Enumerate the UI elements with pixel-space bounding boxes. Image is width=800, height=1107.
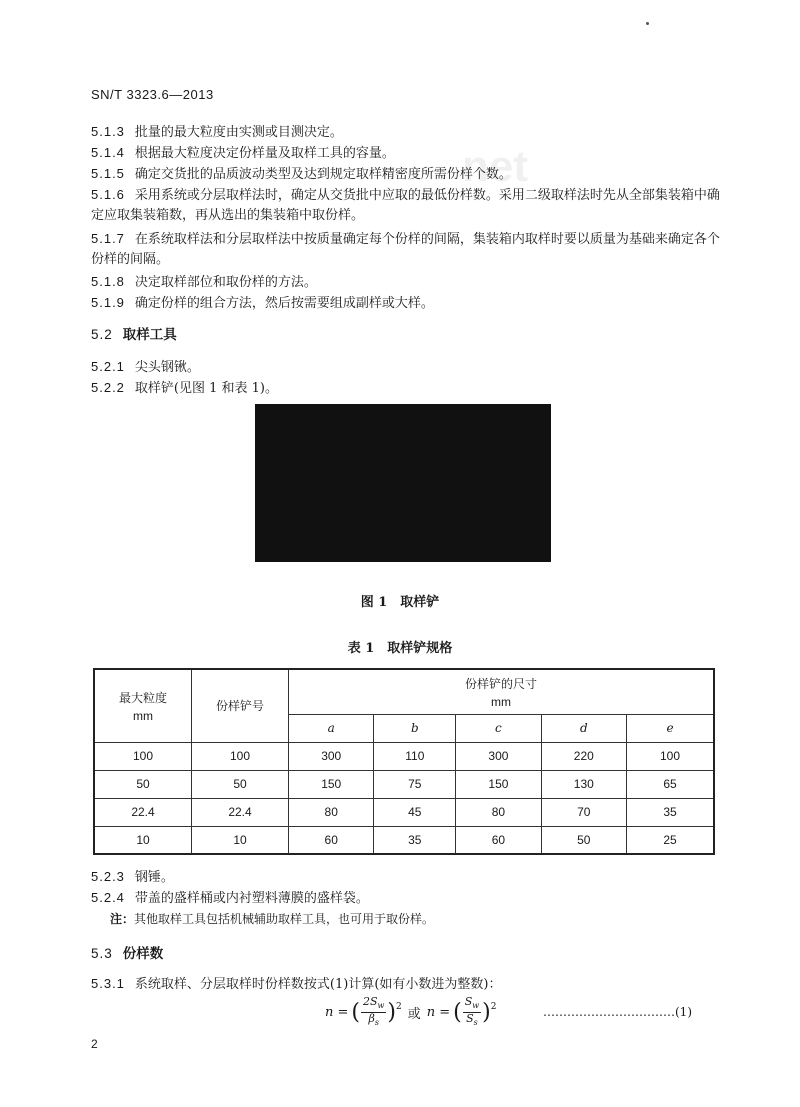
table-1-caption: 表 1 取样铲规格 [347,641,453,656]
cell: 150 [289,770,374,798]
cell: 220 [541,742,626,770]
col-e: e [627,714,714,742]
cell: 80 [456,798,541,826]
para-5-1-9: 5.1.9 确定份样的组合方法，然后按需要组成副样或大样。 [91,295,434,311]
table-row [94,798,714,826]
cell: 100 [627,742,714,770]
para-5-2-3: 5.2.3 钢锤。 [91,869,174,885]
cell: 10 [94,826,192,854]
note: 注：其他取样工具包括机械辅助取样工具，也可用于取份样。 [110,912,435,926]
equation-number: ……………………………(1) [543,1005,692,1019]
cell: 35 [627,798,714,826]
page-number: 2 [91,1037,98,1051]
para-5-2-4: 5.2.4 带盖的盛样桶或内衬塑料薄膜的盛样袋。 [91,890,369,906]
formula-1: n = ( $\frac{2S_w}{\beta_s}$ ) 2 或 n = ( $\frac{S_w}{S_s}$ ) 2 [325,995,497,1028]
cell: 80 [289,798,374,826]
para-5-1-8: 5.1.8 决定取样部位和取份样的方法。 [91,274,317,290]
cell: 22.4 [192,798,289,826]
cell: 60 [289,826,374,854]
figure-1-image [255,404,551,562]
para-5-1-3: 5.1.3 批量的最大粒度由实测或目测决定。 [91,124,343,140]
col-d: d [541,714,626,742]
para-5-1-6: 5.1.6 采用系统或分层取样法时，确定从交货批中应取的最低份样数。采用二级取样法时先从全部集装箱中确定应取集装箱数，再从选出的集装箱中取份样。 [91,187,720,223]
spec-table [93,668,715,855]
cell: 70 [541,798,626,826]
cell: 60 [456,826,541,854]
para-5-1-5: 5.1.5 确定交货批的品质波动类型及达到规定取样精密度所需份样个数。 [91,166,512,182]
header-max-size: 最大粒度 mm [94,669,192,742]
cell: 65 [627,770,714,798]
cell: 75 [374,770,456,798]
header-shovel-no: 份样铲号 [192,669,289,742]
watermark: net [462,142,528,191]
table-row [94,826,714,854]
cell: 110 [374,742,456,770]
table-row [94,742,714,770]
doc-code-header: SN/T 3323.6—2013 [91,87,214,102]
cell: 300 [289,742,374,770]
cell: 35 [374,826,456,854]
para-5-2-2: 5.2.2 取样铲(见图 1 和表 1)。 [91,380,279,396]
cell: 50 [94,770,192,798]
section-5-2-heading: 5.2 取样工具 [91,327,177,343]
cell: 300 [456,742,541,770]
cell: 130 [541,770,626,798]
col-a: a [289,714,374,742]
cell: 100 [94,742,192,770]
para-5-2-1: 5.2.1 尖头钢锹。 [91,359,200,375]
para-5-1-7: 5.1.7 在系统取样法和分层取样法中按质量确定每个份样的间隔，集装箱内取样时要以质量为基础来确定各个份样的间隔。 [91,231,720,267]
para-5-3-1: 5.3.1 系统取样、分层取样时份样数按式(1)计算(如有小数进为整数)： [91,976,502,992]
cell: 10 [192,826,289,854]
cell: 25 [627,826,714,854]
col-c: c [456,714,541,742]
cell: 50 [192,770,289,798]
table-row [94,770,714,798]
col-b: b [374,714,456,742]
cell: 150 [456,770,541,798]
cell: 100 [192,742,289,770]
cell: 45 [374,798,456,826]
cell: 22.4 [94,798,192,826]
header-dims: 份样铲的尺寸 mm [289,669,715,714]
figure-1-caption: 图 1 取样铲 [360,595,440,610]
speck [646,22,649,25]
cell: 50 [541,826,626,854]
para-5-1-4: 5.1.4 根据最大粒度决定份样量及取样工具的容量。 [91,145,395,161]
section-5-3-heading: 5.3 份样数 [91,946,164,962]
